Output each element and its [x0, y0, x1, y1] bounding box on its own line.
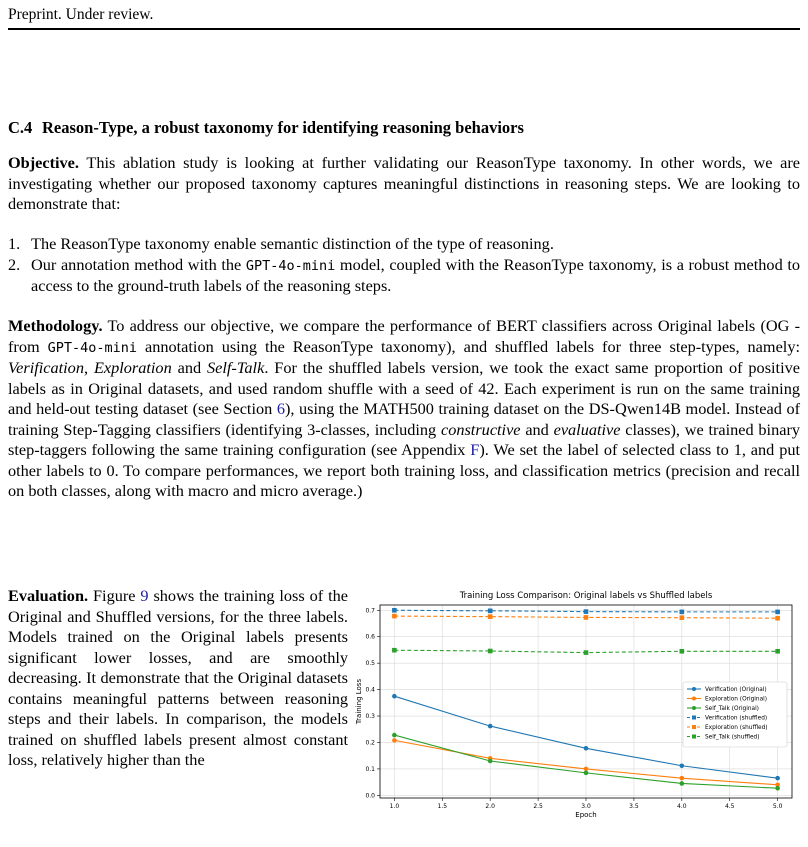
x-tick-label: 3.5: [629, 803, 639, 810]
header-rule: [8, 28, 800, 30]
methodology-text: To address our objective, we compare the performance of BERT classifiers across Original labels (OG - from: [8, 316, 801, 356]
legend-marker: [692, 725, 696, 729]
list-item-text: Our annotation method with the: [31, 254, 242, 274]
legend-entry: Verification (shuffled): [705, 715, 768, 722]
data-point: [392, 694, 397, 699]
data-point: [775, 786, 780, 791]
list-item: [8, 234, 800, 255]
data-point: [488, 724, 493, 729]
term-evaluative: evaluative: [553, 419, 621, 439]
list-item-text: model, coupled with the ReasonType taxonomy, is a robust method to access to the ground-truth labels of the reasoning steps.: [31, 254, 801, 295]
x-tick-label: 1.5: [437, 803, 448, 810]
data-point: [488, 609, 493, 614]
data-point: [584, 771, 589, 776]
methodology-text: ). We set the label of selected class to 1, and put other labels to 0. To compare performances, we report both training loss, and classification metrics (precision and recall on both classes, along with macro and micro average.): [8, 440, 800, 500]
methodology-paragraph: [8, 316, 800, 502]
evaluation-paragraph: [8, 586, 348, 771]
data-point: [392, 608, 397, 613]
section-number: C.4: [8, 118, 33, 137]
evaluation-text: shows the training loss of the Original and Shuffled versions, for the three labels. Models trained on the Original labels presents significant lower losses, and are smoothly decreasing. It demonstrate that the Original datasets contains meaningful patterns between reasoning steps and their labels. In comparison, the models trained on shuffled labels present almost constant loss, relatively higher than the: [8, 586, 348, 769]
term-verification: Verification: [8, 358, 84, 377]
legend-entry: Exploration (shuffled): [705, 725, 768, 731]
methodology-text: and: [177, 358, 202, 377]
x-tick-label: 4.0: [677, 803, 687, 810]
legend-marker: [692, 735, 696, 739]
data-point: [680, 610, 685, 615]
legend-entry: Verification (Original): [705, 687, 767, 693]
model-name-code: GPT-4o-mini: [245, 257, 336, 274]
x-tick-label: 2.5: [533, 803, 543, 810]
section-title: Reason-Type, a robust taxonomy for identifying reasoning behaviors: [42, 118, 524, 137]
x-tick-label: 4.5: [724, 803, 735, 810]
methodology-text: and: [525, 419, 549, 439]
data-point: [488, 614, 493, 619]
x-axis-label: Epoch: [575, 811, 597, 819]
appendix-link[interactable]: F: [470, 440, 480, 459]
objective-label: Objective.: [8, 153, 79, 172]
y-axis-label: Training Loss: [355, 678, 363, 725]
legend-marker: [692, 697, 696, 701]
methodology-label: Methodology.: [8, 316, 103, 335]
data-point: [775, 610, 780, 615]
x-tick-label: 5.0: [772, 803, 783, 810]
data-point: [392, 648, 397, 653]
x-tick-label: 3.0: [581, 803, 591, 810]
data-point: [680, 776, 685, 781]
data-point: [584, 650, 589, 655]
y-tick-label: 0.5: [365, 660, 375, 668]
legend-marker: [692, 706, 696, 710]
objective-text: This ablation study is looking at further validating our ReasonType taxonomy. In other words, we are investigating whether our proposed taxonomy captures meaningful distinctions in reasoning steps. We are looking to demonstrate that:: [8, 153, 801, 213]
section-heading: [8, 118, 800, 138]
data-point: [392, 614, 397, 619]
list-item-number: 2.: [8, 254, 21, 274]
x-tick-label: 1.0: [389, 803, 400, 810]
methodology-text: annotation using the ReasonType taxonomy), and shuffled labels for three step-types, namely:: [145, 336, 800, 356]
legend-marker: [692, 687, 696, 691]
data-point: [584, 615, 589, 620]
evaluation-text: Figure: [92, 586, 136, 605]
training-loss-chart-svg: [350, 588, 802, 819]
methodology-text: ), using the MATH500 training dataset on the DS-Qwen14B model. Instead of training Step-Tagging classifiers (identifying 3-classes, including: [8, 399, 801, 439]
data-point: [584, 609, 589, 614]
claims-list: [8, 234, 800, 297]
y-tick-label: 0.3: [365, 713, 375, 721]
term-exploration: Exploration: [93, 358, 172, 377]
training-loss-chart: [350, 588, 802, 819]
data-point: [775, 616, 780, 621]
data-point: [680, 615, 685, 620]
term-constructive: constructive: [440, 419, 521, 439]
legend-entry: Exploration (Original): [705, 696, 768, 703]
data-point: [584, 746, 589, 751]
data-point: [775, 776, 780, 781]
methodology-text: classes), we trained binary step-taggers following the same training configuration (see Appendix: [8, 419, 801, 459]
running-header: Preprint. Under review.: [8, 6, 154, 23]
y-tick-label: 0.6: [365, 633, 375, 641]
data-point: [488, 759, 493, 764]
data-point: [680, 781, 685, 786]
y-tick-label: 0.0: [365, 792, 375, 800]
term-self-talk: Self-Talk: [207, 358, 265, 377]
data-point: [392, 738, 397, 743]
data-point: [775, 649, 780, 654]
y-tick-label: 0.7: [365, 607, 375, 615]
list-item: [8, 255, 800, 297]
objective-paragraph: [8, 153, 800, 215]
x-tick-label: 2.0: [485, 803, 495, 810]
methodology-text: . For the shuffled labels version, we took the exact same proportion of positive labels as in Original datasets, and used random shuffle with a seed of 42. Each experiment is run on the same training and held-out testing dataset (see Section: [8, 358, 800, 418]
legend-entry: Self_Talk (shuffled): [705, 734, 760, 741]
data-point: [680, 763, 685, 768]
model-name-code: GPT-4o-mini: [47, 339, 138, 356]
figure-link[interactable]: 9: [140, 586, 149, 605]
chart-title: Training Loss Comparison: Original labels vs Shuffled labels: [459, 591, 713, 601]
y-tick-label: 0.2: [365, 739, 375, 747]
data-point: [680, 649, 685, 654]
list-item-text: The ReasonType taxonomy enable semantic distinction of the type of reasoning.: [31, 234, 554, 253]
data-point: [488, 649, 493, 654]
legend-marker: [692, 716, 696, 720]
y-tick-label: 0.4: [365, 686, 375, 694]
data-point: [392, 733, 397, 738]
y-tick-label: 0.1: [365, 765, 375, 773]
data-point: [584, 767, 589, 772]
chart-legend: [683, 682, 787, 747]
evaluation-label: Evaluation.: [8, 586, 89, 605]
methodology-text: ,: [83, 358, 89, 377]
section-link[interactable]: 6: [276, 399, 285, 418]
list-item-number: 1.: [8, 234, 21, 253]
legend-entry: Self_Talk (Original): [705, 706, 759, 712]
